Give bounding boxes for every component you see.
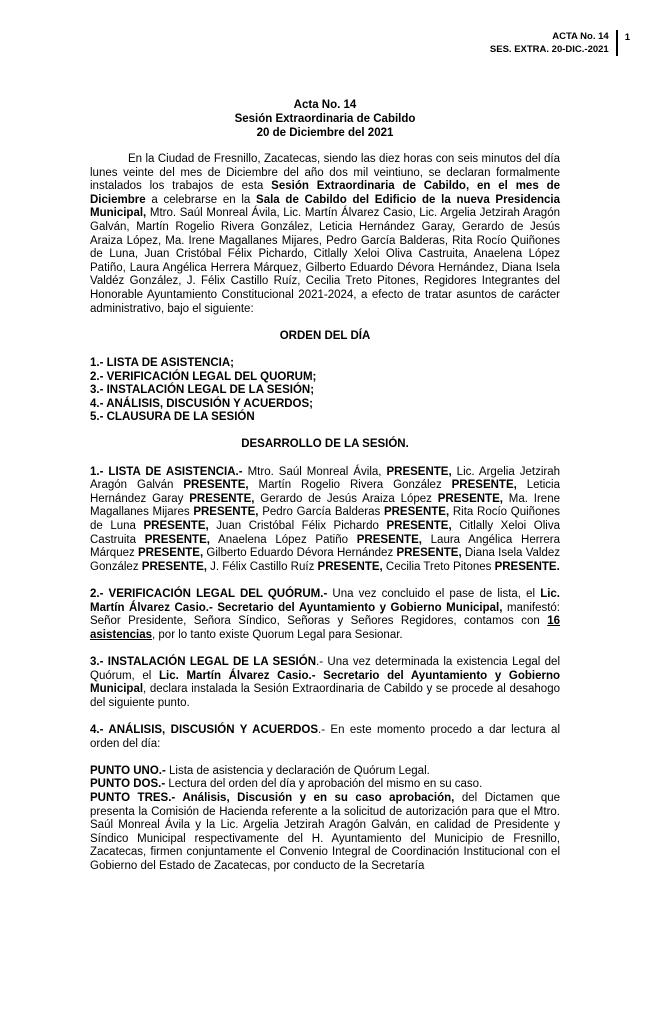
punto-tres: PUNTO TRES.- Análisis, Discusión y en su caso aprobación, del Dictamen que presenta la Comisión de Hacienda referente a la solicitud de autorización para que el Mtro. Saúl Monreal Ávila y la Lic. Argelia Jetzirah Aragón Galván, en calidad de Presidente y Síndico Municipal respectivamente del H. Ayuntamiento del Municipio de Fresnillo, Zacatecas, firmen conjuntamente el Convenio Integral de Coordinación Institucional con el Gobierno del Estado de Zacatecas, por conducto de la Secretaría	[90, 791, 561, 872]
session-date: SES. EXTRA. 20-DIC.-2021	[489, 44, 609, 55]
orden-item-5: 5.- CLAUSURA DE LA SESIÓN	[90, 411, 255, 424]
orden-item-1: 1.- LISTA DE ASISTENCIA;	[90, 356, 234, 369]
orden-item-4: 4.- ANÁLISIS, DISCUSIÓN Y ACUERDOS;	[90, 397, 314, 410]
opening-paragraph: En la Ciudad de Fresnillo, Zacatecas, siendo las diez horas con seis minutos del día lunes veinte del mes de Diciembre del año dos mil veintiuno, se declaran formalmente instalados los trabajos de esta Sesión Extraordinaria de Cabildo, en el mes de Diciembre a celebrarse en la Sala de Cabildo del Edificio de la nueva Presidencia Municipal, Mtro. Saúl Monreal Ávila, Lic. Martín Álvarez Casio, Lic. Argelia Jetzirah Aragón Galván, Martín Rogelio Rivera González, Leticia Hernández Garay, Gerardo de Jesús Araiza López, Ma. Irene Magallanes Mijares, Pedro García Balderas, Rita Rocío Quiñones de Luna, Juan Cristóbal Félix Pichardo, Citlally Xeloi Oliva Castruita, Anaelena López Patiño, Laura Angélica Herrera Márquez, Gilberto Eduardo Dévora Hernández, Diana Isela Valdéz González, J. Félix Castillo Ruíz, Cecilia Treto Pitones, Regidores Integrantes del Honorable Ayuntamiento Constitucional 2021-2024, a efecto de tratar asuntos de carácter administrativo, bajo el siguiente:	[90, 153, 560, 315]
section-analisis-acuerdos: 4.- ANÁLISIS, DISCUSIÓN Y ACUERDOS.- En este momento procedo a dar lectura al orden del día:	[90, 723, 560, 750]
document-body	[90, 98, 560, 873]
title-line-acta: Acta No. 14	[293, 99, 357, 111]
section-verificacion-quorum: 2.- VERIFICACIÓN LEGAL DEL QUÓRUM.- Una vez concluido el pase de lista, el Lic. Martín Álvarez Casio.- Secretario del Ayuntamiento y Gobierno Municipal, manifestó: Señor Presidente, Señora Síndico, Señoras y Señores Regidores, contamos con 16 asistencias, por lo tanto existe Quorum Legal para Sesionar.	[90, 588, 561, 641]
orden-item-2: 2.- VERIFICACIÓN LEGAL DEL QUORUM;	[90, 370, 317, 383]
orden-del-dia-heading: ORDEN DEL DÍA	[279, 329, 371, 342]
punto-dos: PUNTO DOS.- Lectura del orden del día y aprobación del mismo en su caso.	[90, 778, 483, 791]
desarrollo-heading: DESARROLLO DE LA SESIÓN.	[241, 438, 409, 451]
orden-del-dia-list	[90, 357, 560, 425]
title-line-date: 20 de Diciembre del 2021	[256, 127, 394, 139]
punto-uno: PUNTO UNO.- Lista de asistencia y declaración de Quórum Legal.	[90, 764, 430, 777]
page-header	[490, 30, 630, 56]
page-number: 1	[624, 32, 630, 43]
section-instalacion-legal: 3.- INSTALACIÓN LEGAL DE LA SESIÓN.- Una vez determinada la existencia Legal del Quórum, el Lic. Martín Álvarez Casio.- Secretario del Ayuntamiento y Gobierno Municipal, declara instalada la Sesión Extraordinaria de Cabildo y se procede al desahogo del siguiente punto.	[90, 655, 561, 709]
document-title	[90, 98, 560, 140]
puntos-block	[90, 765, 560, 874]
header-labels	[490, 30, 616, 56]
acta-number: ACTA No. 14	[552, 31, 609, 42]
section-lista-asistencia: 1.- LISTA DE ASISTENCIA.- Mtro. Saúl Monreal Ávila, PRESENTE, Lic. Argelia Jetzirah Aragón Galván PRESENTE, Martín Rogelio Rivera González PRESENTE, Leticia Hernández Garay PRESENTE, Gerardo de Jesús Araiza López PRESENTE, Ma. Irene Magallanes Mijares PRESENTE, Pedro García Balderas PRESENTE, Rita Rocío Quiñones de Luna PRESENTE, Juan Cristóbal Félix Pichardo PRESENTE, Citlally Xeloi Oliva Castruita PRESENTE, Anaelena López Patiño PRESENTE, Laura Angélica Herrera Márquez PRESENTE, Gilberto Eduardo Dévora Hernández PRESENTE, Diana Isela Valdez González PRESENTE, J. Félix Castillo Ruíz PRESENTE, Cecilia Treto Pitones PRESENTE.	[90, 465, 561, 573]
title-line-session: Sesión Extraordinaria de Cabildo	[234, 113, 416, 125]
orden-item-3: 3.- INSTALACIÓN LEGAL DE LA SESIÓN;	[90, 384, 315, 397]
